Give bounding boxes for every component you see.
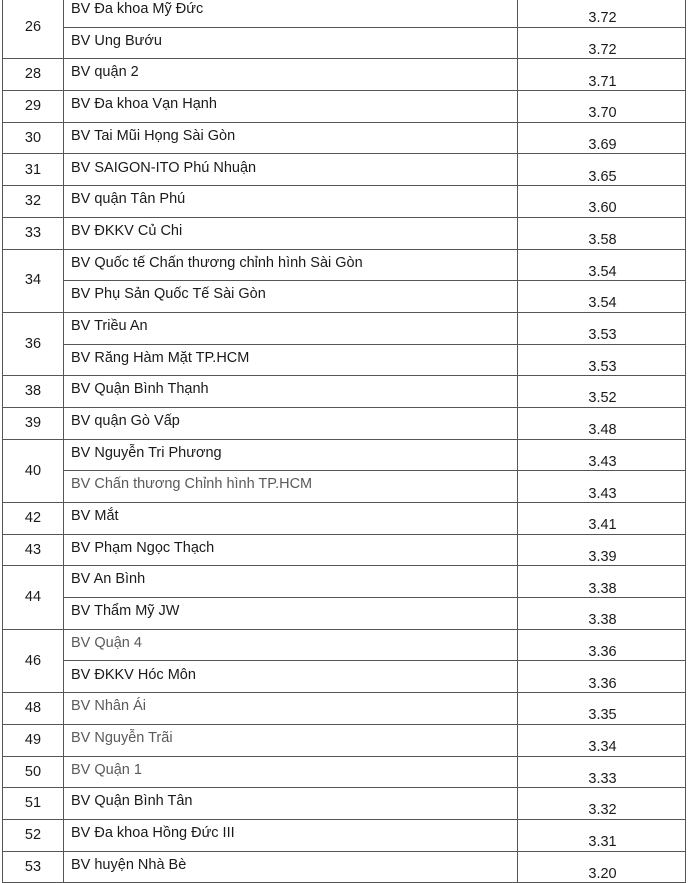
hospital-name-cell: BV quận 2 xyxy=(64,59,518,91)
hospital-ranking-table xyxy=(2,0,686,883)
rank-cell: 26 xyxy=(3,0,64,59)
table-row xyxy=(3,819,686,851)
hospital-name-cell: BV Tai Mũi Họng Sài Gòn xyxy=(64,122,518,154)
table-row xyxy=(3,376,686,408)
table-row xyxy=(3,788,686,820)
table-row xyxy=(3,312,686,344)
rank-cell: 44 xyxy=(3,566,64,629)
table-body xyxy=(3,0,686,883)
table-row xyxy=(3,661,686,693)
hospital-name-cell: BV Triều An xyxy=(64,312,518,344)
table-row xyxy=(3,27,686,59)
score-cell: 3.43 xyxy=(518,471,686,503)
hospital-name-cell: BV Chấn thương Chỉnh hình TP.HCM xyxy=(64,471,518,503)
rank-cell: 40 xyxy=(3,439,64,502)
score-cell: 3.53 xyxy=(518,344,686,376)
rank-cell: 43 xyxy=(3,534,64,566)
score-cell: 3.65 xyxy=(518,154,686,186)
table-row xyxy=(3,154,686,186)
table-row xyxy=(3,439,686,471)
hospital-name-cell: BV Răng Hàm Mặt TP.HCM xyxy=(64,344,518,376)
rank-cell: 29 xyxy=(3,91,64,123)
rank-cell: 49 xyxy=(3,724,64,756)
hospital-name-cell: BV Quận 1 xyxy=(64,756,518,788)
score-cell: 3.48 xyxy=(518,407,686,439)
score-cell: 3.34 xyxy=(518,724,686,756)
rank-cell: 48 xyxy=(3,693,64,725)
score-cell: 3.36 xyxy=(518,661,686,693)
hospital-name-cell: BV Phạm Ngọc Thạch xyxy=(64,534,518,566)
score-cell: 3.69 xyxy=(518,122,686,154)
table-row xyxy=(3,471,686,503)
table-row xyxy=(3,503,686,535)
table-row xyxy=(3,724,686,756)
hospital-name-cell: BV An Bình xyxy=(64,566,518,598)
rank-cell: 46 xyxy=(3,629,64,692)
hospital-name-cell: BV Ung Bướu xyxy=(64,27,518,59)
score-cell: 3.20 xyxy=(518,851,686,883)
hospital-name-cell: BV Thẩm Mỹ JW xyxy=(64,598,518,630)
rank-cell: 36 xyxy=(3,312,64,375)
table-row xyxy=(3,59,686,91)
hospital-name-cell: BV Phụ Sản Quốc Tế Sài Gòn xyxy=(64,281,518,313)
score-cell: 3.72 xyxy=(518,0,686,27)
table-row xyxy=(3,693,686,725)
table-row xyxy=(3,851,686,883)
table-row xyxy=(3,249,686,281)
hospital-name-cell: BV ĐKKV Củ Chi xyxy=(64,217,518,249)
score-cell: 3.39 xyxy=(518,534,686,566)
hospital-name-cell: BV Mắt xyxy=(64,503,518,535)
score-cell: 3.32 xyxy=(518,788,686,820)
table-row xyxy=(3,566,686,598)
table-row xyxy=(3,629,686,661)
rank-cell: 30 xyxy=(3,122,64,154)
score-cell: 3.38 xyxy=(518,598,686,630)
hospital-name-cell: BV huyện Nhà Bè xyxy=(64,851,518,883)
table-row xyxy=(3,186,686,218)
hospital-name-cell: BV quận Tân Phú xyxy=(64,186,518,218)
score-cell: 3.52 xyxy=(518,376,686,408)
hospital-name-cell: BV Đa khoa Hồng Đức III xyxy=(64,819,518,851)
hospital-name-cell: BV Quận 4 xyxy=(64,629,518,661)
score-cell: 3.58 xyxy=(518,217,686,249)
score-cell: 3.72 xyxy=(518,27,686,59)
rank-cell: 52 xyxy=(3,819,64,851)
rank-cell: 53 xyxy=(3,851,64,883)
table-row xyxy=(3,91,686,123)
table-row xyxy=(3,0,686,27)
score-cell: 3.35 xyxy=(518,693,686,725)
hospital-name-cell: BV Quốc tế Chấn thương chỉnh hình Sài Gòn xyxy=(64,249,518,281)
table-row xyxy=(3,217,686,249)
hospital-name-cell: BV Nguyễn Tri Phương xyxy=(64,439,518,471)
rank-cell: 34 xyxy=(3,249,64,312)
hospital-name-cell: BV Đa khoa Vạn Hạnh xyxy=(64,91,518,123)
rank-cell: 50 xyxy=(3,756,64,788)
table-row xyxy=(3,344,686,376)
rank-cell: 51 xyxy=(3,788,64,820)
rank-cell: 33 xyxy=(3,217,64,249)
rank-cell: 39 xyxy=(3,407,64,439)
score-cell: 3.38 xyxy=(518,566,686,598)
table-row xyxy=(3,281,686,313)
hospital-name-cell: BV SAIGON-ITO Phú Nhuận xyxy=(64,154,518,186)
hospital-name-cell: BV quận Gò Vấp xyxy=(64,407,518,439)
table-row xyxy=(3,598,686,630)
table-row xyxy=(3,407,686,439)
rank-cell: 42 xyxy=(3,503,64,535)
score-cell: 3.71 xyxy=(518,59,686,91)
score-cell: 3.41 xyxy=(518,503,686,535)
score-cell: 3.33 xyxy=(518,756,686,788)
hospital-name-cell: BV Nhân Ái xyxy=(64,693,518,725)
hospital-name-cell: BV Đa khoa Mỹ Đức xyxy=(64,0,518,27)
score-cell: 3.53 xyxy=(518,312,686,344)
rank-cell: 32 xyxy=(3,186,64,218)
hospital-name-cell: BV Quận Bình Thạnh xyxy=(64,376,518,408)
score-cell: 3.31 xyxy=(518,819,686,851)
table-row xyxy=(3,534,686,566)
score-cell: 3.36 xyxy=(518,629,686,661)
rank-cell: 31 xyxy=(3,154,64,186)
table-row xyxy=(3,122,686,154)
rank-cell: 28 xyxy=(3,59,64,91)
score-cell: 3.70 xyxy=(518,91,686,123)
score-cell: 3.54 xyxy=(518,249,686,281)
rank-cell: 38 xyxy=(3,376,64,408)
score-cell: 3.43 xyxy=(518,439,686,471)
hospital-name-cell: BV ĐKKV Hóc Môn xyxy=(64,661,518,693)
score-cell: 3.54 xyxy=(518,281,686,313)
hospital-name-cell: BV Nguyễn Trãi xyxy=(64,724,518,756)
hospital-name-cell: BV Quận Bình Tân xyxy=(64,788,518,820)
score-cell: 3.60 xyxy=(518,186,686,218)
